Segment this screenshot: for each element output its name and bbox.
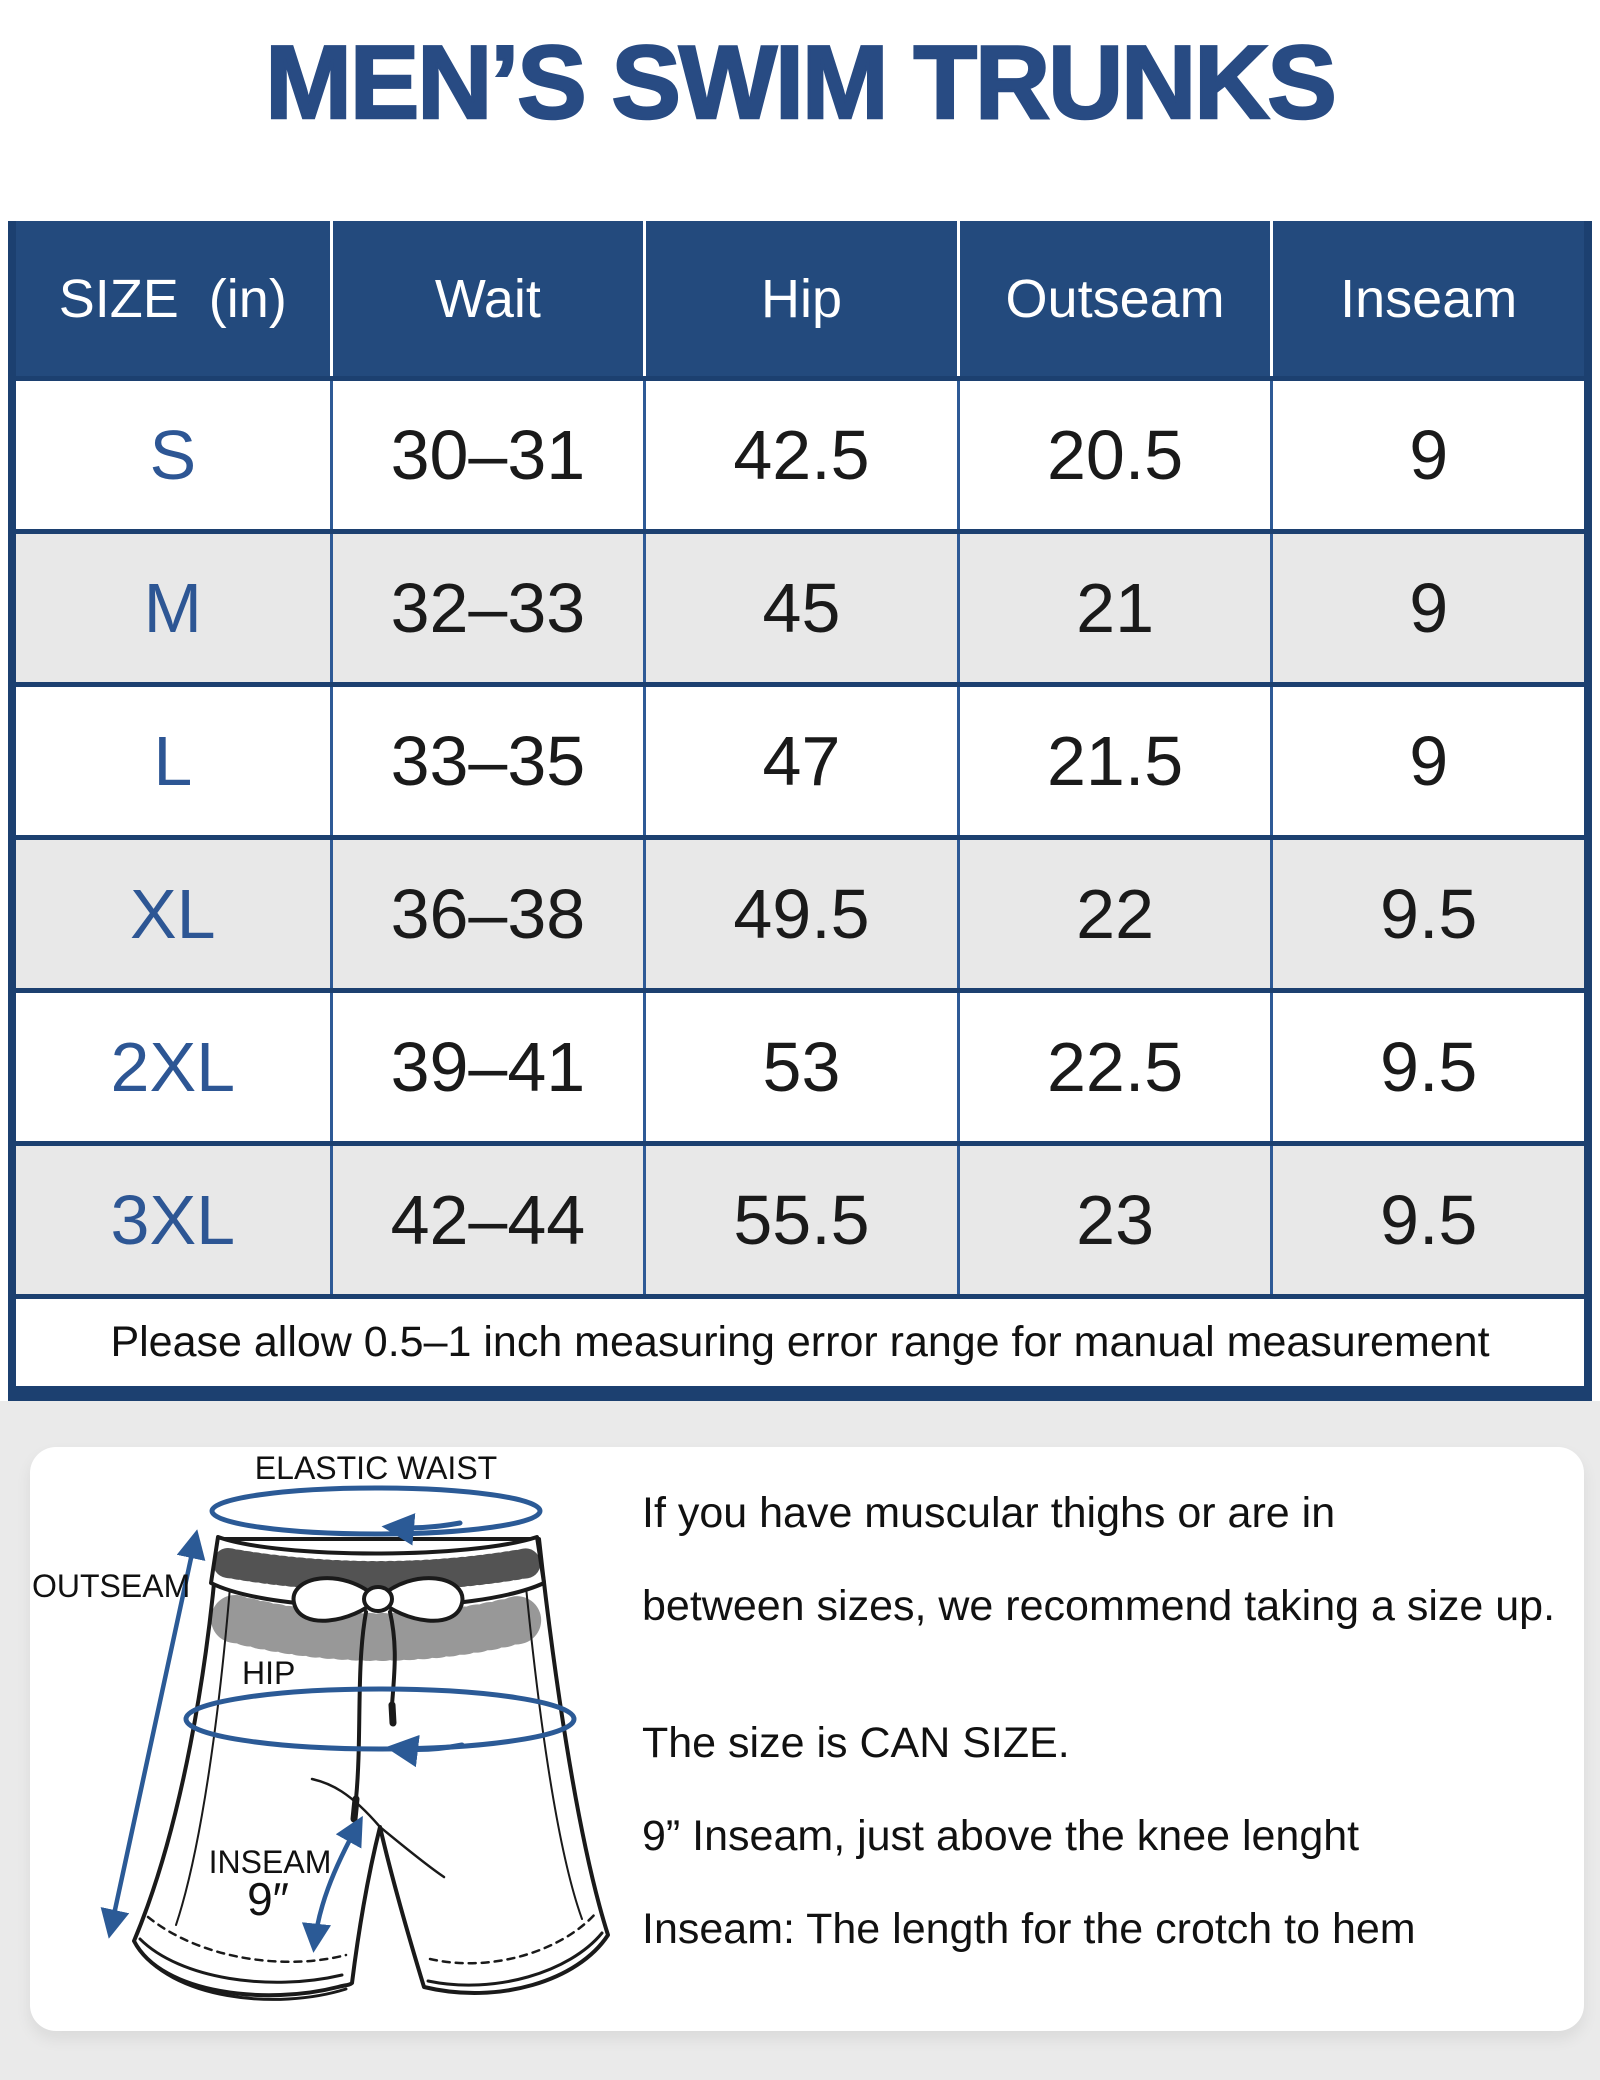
col-header-outseam: Outseam	[957, 221, 1271, 376]
size-cell: 2XL	[110, 1028, 236, 1106]
waist-cell: 32–33	[330, 534, 644, 682]
inseam-cell: 9	[1270, 687, 1584, 835]
inseam-value-label: 9″	[247, 1873, 289, 1925]
size-chart-table	[8, 221, 1592, 1401]
fit-note-line-5: Inseam: The length for the crotch to hem	[642, 1905, 1416, 1953]
size-cell: XL	[129, 875, 216, 953]
table-row	[16, 682, 1584, 835]
fit-note-line-1: If you have muscular thighs or are in	[642, 1489, 1336, 1537]
col-header-size: SIZE (in)	[58, 268, 287, 329]
size-cell: L	[153, 722, 193, 800]
waist-measure-ellipse	[212, 1488, 540, 1534]
outseam-cell: 21	[957, 534, 1271, 682]
hip-cell: 47	[643, 687, 957, 835]
size-cell: 3XL	[110, 1181, 236, 1259]
outseam-cell: 23	[957, 1146, 1271, 1294]
waist-cell: 42–44	[330, 1146, 644, 1294]
table-row	[16, 988, 1584, 1141]
table-row	[16, 376, 1584, 529]
hip-label: HIP	[242, 1655, 296, 1691]
measuring-note: Please allow 0.5–1 inch measuring error range for manual measurement	[16, 1294, 1584, 1386]
size-chart-header-row	[16, 221, 1584, 376]
hip-cell: 45	[643, 534, 957, 682]
col-header-inseam: Inseam	[1270, 221, 1584, 376]
hip-cell: 49.5	[643, 840, 957, 988]
fit-note-line-3: The size is CAN SIZE.	[642, 1719, 1070, 1767]
inseam-cell: 9.5	[1270, 840, 1584, 988]
fit-info-card	[30, 1447, 1584, 2031]
size-cell: M	[143, 569, 202, 647]
table-row	[16, 529, 1584, 682]
size-cell: S	[149, 416, 197, 494]
swim-trunks-diagram	[30, 1447, 670, 2032]
inseam-cell: 9.5	[1270, 993, 1584, 1141]
outseam-label: OUTSEAM	[32, 1568, 191, 1604]
table-row	[16, 835, 1584, 988]
inseam-cell: 9	[1270, 534, 1584, 682]
fit-note-line-2: between sizes, we recommend taking a size up.	[642, 1582, 1556, 1630]
hip-cell: 55.5	[643, 1146, 957, 1294]
inseam-label: INSEAM	[208, 1844, 332, 1880]
swim-trunks-drawing	[134, 1537, 608, 1999]
outseam-cell: 22.5	[957, 993, 1271, 1141]
fit-note-line-4: 9” Inseam, just above the knee lenght	[642, 1812, 1360, 1860]
info-section	[0, 1401, 1600, 2080]
outseam-cell: 21.5	[957, 687, 1271, 835]
hip-cell: 42.5	[643, 381, 957, 529]
elastic-waist-label: ELASTIC WAIST	[254, 1450, 498, 1486]
outseam-cell: 22	[957, 840, 1271, 988]
waist-cell: 39–41	[330, 993, 644, 1141]
page-title: MEN’S SWIM TRUNKS	[265, 25, 1335, 141]
inseam-cell: 9	[1270, 381, 1584, 529]
col-header-waist: Wait	[330, 221, 644, 376]
waist-cell: 36–38	[330, 840, 644, 988]
waist-cell: 30–31	[330, 381, 644, 529]
hip-cell: 53	[643, 993, 957, 1141]
table-row	[16, 1141, 1584, 1294]
size-chart-body	[16, 376, 1584, 1294]
inseam-cell: 9.5	[1270, 1146, 1584, 1294]
outseam-cell: 20.5	[957, 381, 1271, 529]
waist-measure-arrow	[388, 1523, 460, 1528]
waist-cell: 33–35	[330, 687, 644, 835]
col-header-hip: Hip	[643, 221, 957, 376]
